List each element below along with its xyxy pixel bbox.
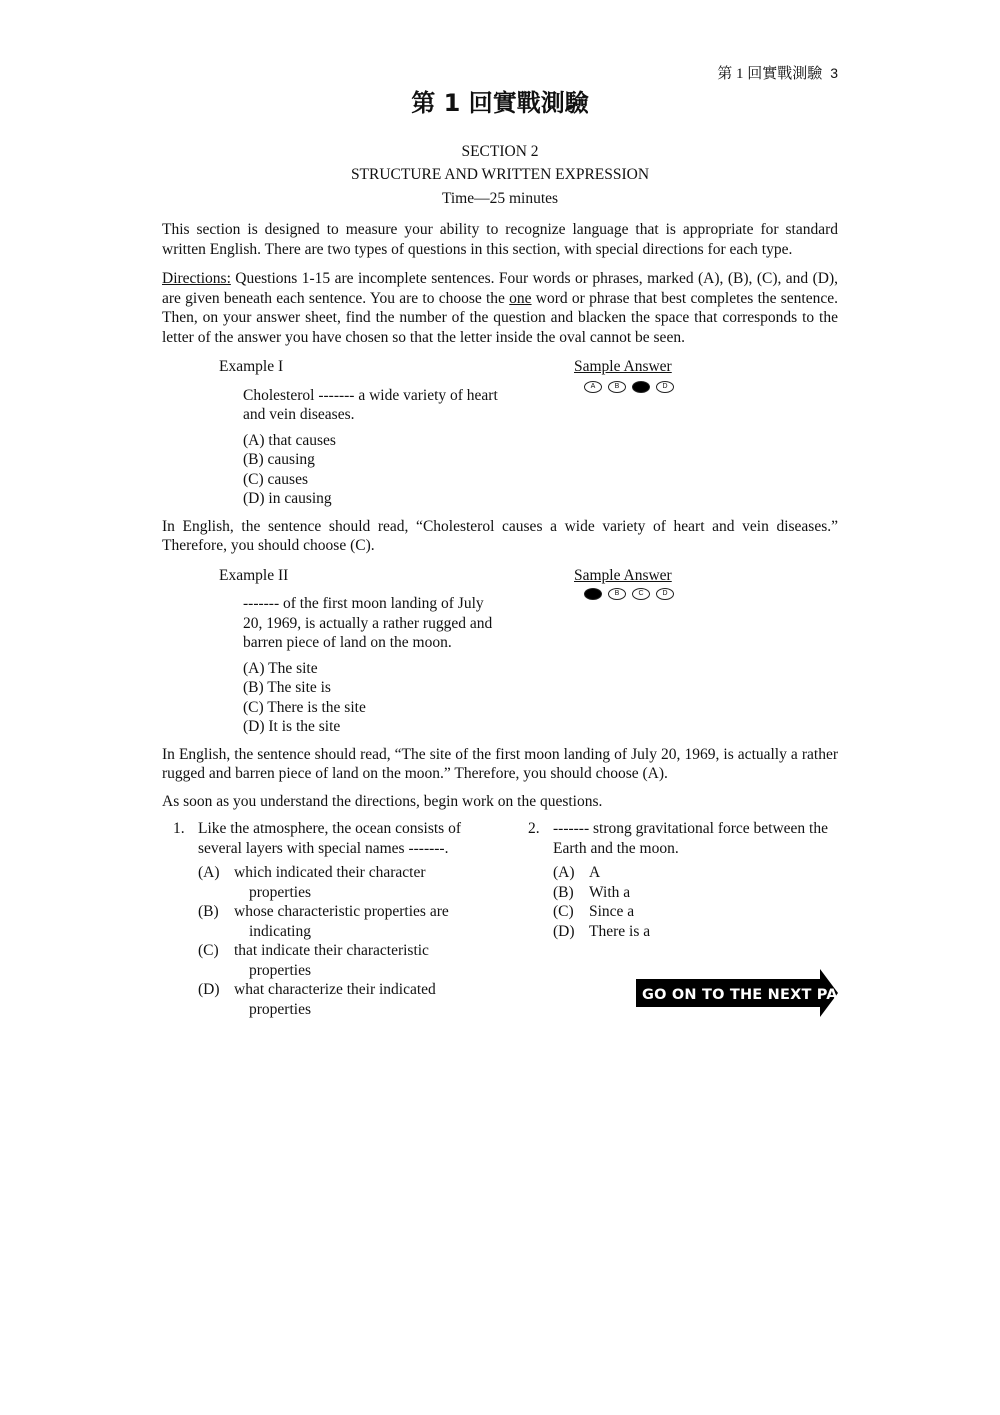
intro-paragraph: This section is designed to measure your ability to recognize language that is appropriate for standard written English. There are two types of questions in this section, with special directions for each type.: [162, 221, 838, 258]
page-title: 第 1 回實戰測驗: [411, 89, 589, 117]
example-1-label: Example I: [219, 358, 284, 375]
question-option: [198, 863, 473, 902]
option-text: whose characteristic properties are: [234, 903, 449, 920]
example-2-answer-bubbles: [584, 588, 674, 600]
example-2-option: (C) There is the site: [243, 698, 366, 716]
question-option: [198, 941, 473, 980]
page-number: 3: [830, 65, 838, 81]
answer-bubble: C: [632, 588, 650, 600]
question-2-options: [528, 863, 828, 941]
option-text: Since a: [589, 903, 635, 920]
option-text-continued: properties: [249, 961, 311, 979]
answer-bubble-filled: A: [584, 588, 602, 600]
question-2: [528, 819, 828, 941]
begin-instruction: As soon as you understand the directions, begin work on the questions.: [162, 792, 603, 810]
option-letter: (B): [198, 903, 219, 920]
question-1-options: [173, 863, 473, 1019]
option-letter: (C): [198, 942, 219, 959]
option-text: There is a: [589, 922, 651, 940]
answer-bubble: B: [608, 588, 626, 600]
option-letter: (B): [553, 883, 574, 901]
option-text-continued: indicating: [249, 922, 311, 940]
example-1-option: (D) in causing: [243, 490, 332, 507]
example-2-sentence: ------- of the first moon landing of July 20, 1969, is actually a rather rugged and barren piece of land on the moon.: [243, 595, 493, 651]
answer-bubble: D: [656, 381, 674, 393]
example-2-sample-answer-label: Sample Answer: [574, 566, 672, 584]
question-option: [553, 863, 828, 883]
go-on-arrow-banner: [636, 969, 860, 1017]
directions-text-after: word or phrase that best completes the sentence. Then, on your answer sheet, find the number of the question and blacken the space that corresponds to the letter of the answer you have chosen so that the letter inside the oval cannot be seen.: [162, 289, 838, 346]
question-number: 2.: [528, 820, 540, 837]
question-option: [553, 922, 828, 942]
question-1: [173, 819, 473, 1019]
option-text: that indicate their characteristic: [234, 942, 429, 959]
option-letter: (D): [198, 981, 220, 998]
example-1-options: [243, 431, 838, 509]
option-letter: (D): [553, 922, 575, 940]
directions-text-before: Questions 1-15 are incomplete sentences. Four words or phrases, marked (A), (B), (C), and (D), are given beneath each sentence. You are to choose the: [162, 270, 838, 307]
running-title: 第 1 回實戰測驗: [717, 66, 823, 82]
answer-bubble: A: [584, 381, 602, 393]
option-letter: (C): [553, 903, 574, 920]
example-1: [162, 357, 838, 509]
option-text-continued: properties: [249, 1000, 311, 1018]
section-name: SECTION 2: [461, 142, 539, 160]
example-2: [162, 566, 838, 737]
option-text: With a: [589, 883, 631, 901]
option-text: what characterize their indicated: [234, 981, 436, 998]
example-1-option: (A) that causes: [243, 431, 336, 449]
option-text-continued: properties: [249, 883, 311, 901]
example-2-label: Example II: [219, 566, 289, 584]
question-option: [198, 902, 473, 941]
question-stem: [528, 819, 828, 858]
example-1-explanation: In English, the sentence should read, “Cholesterol causes a wide variety of heart and vein diseases.” Therefore, you should choose (C).: [162, 517, 838, 554]
option-letter: (A): [553, 864, 575, 881]
question-stem: [173, 819, 473, 858]
option-text: A: [589, 864, 601, 881]
example-2-option: (D) It is the site: [243, 718, 341, 735]
question-option: [553, 883, 828, 903]
answer-bubble: B: [608, 381, 626, 393]
go-on-label: GO ON TO THE NEXT PAGE: [642, 987, 860, 1003]
example-2-explanation: In English, the sentence should read, “The site of the first moon landing of July 20, 1969, is actually a rather rugged and barren piece of land on the moon.” Therefore, you should choose (A).: [162, 745, 838, 782]
example-2-option: (B) The site is: [243, 679, 331, 696]
example-1-option: (C) causes: [243, 470, 308, 488]
directions-emphasis: one: [509, 289, 532, 307]
section-subtitle: STRUCTURE AND WRITTEN EXPRESSION: [350, 166, 650, 183]
question-text: Like the atmosphere, the ocean consists of several layers with special names -------.: [198, 820, 461, 857]
section-header: [162, 142, 838, 213]
question-number: 1.: [173, 820, 185, 837]
section-time: Time—25 minutes: [441, 189, 559, 207]
example-1-option: (B) causing: [243, 451, 315, 468]
example-2-options: [243, 659, 838, 737]
option-text: which indicated their character: [234, 864, 426, 881]
question-option: [198, 980, 473, 1019]
option-letter: (A): [198, 864, 220, 881]
questions-area: [162, 819, 860, 1019]
question-text: ------- strong gravitational force between the Earth and the moon.: [553, 820, 828, 857]
example-1-answer-bubbles: [584, 381, 674, 393]
question-option: [553, 902, 828, 922]
directions-paragraph: [162, 269, 838, 347]
directions-label: Directions:: [162, 270, 231, 287]
example-1-sentence: Cholesterol ------- a wide variety of heart and vein diseases.: [243, 386, 498, 423]
answer-bubble-filled: C: [632, 381, 650, 393]
answer-bubble: D: [656, 588, 674, 600]
example-2-option: (A) The site: [243, 659, 318, 677]
example-1-sample-answer-label: Sample Answer: [574, 358, 672, 375]
page-content: [162, 56, 860, 1019]
